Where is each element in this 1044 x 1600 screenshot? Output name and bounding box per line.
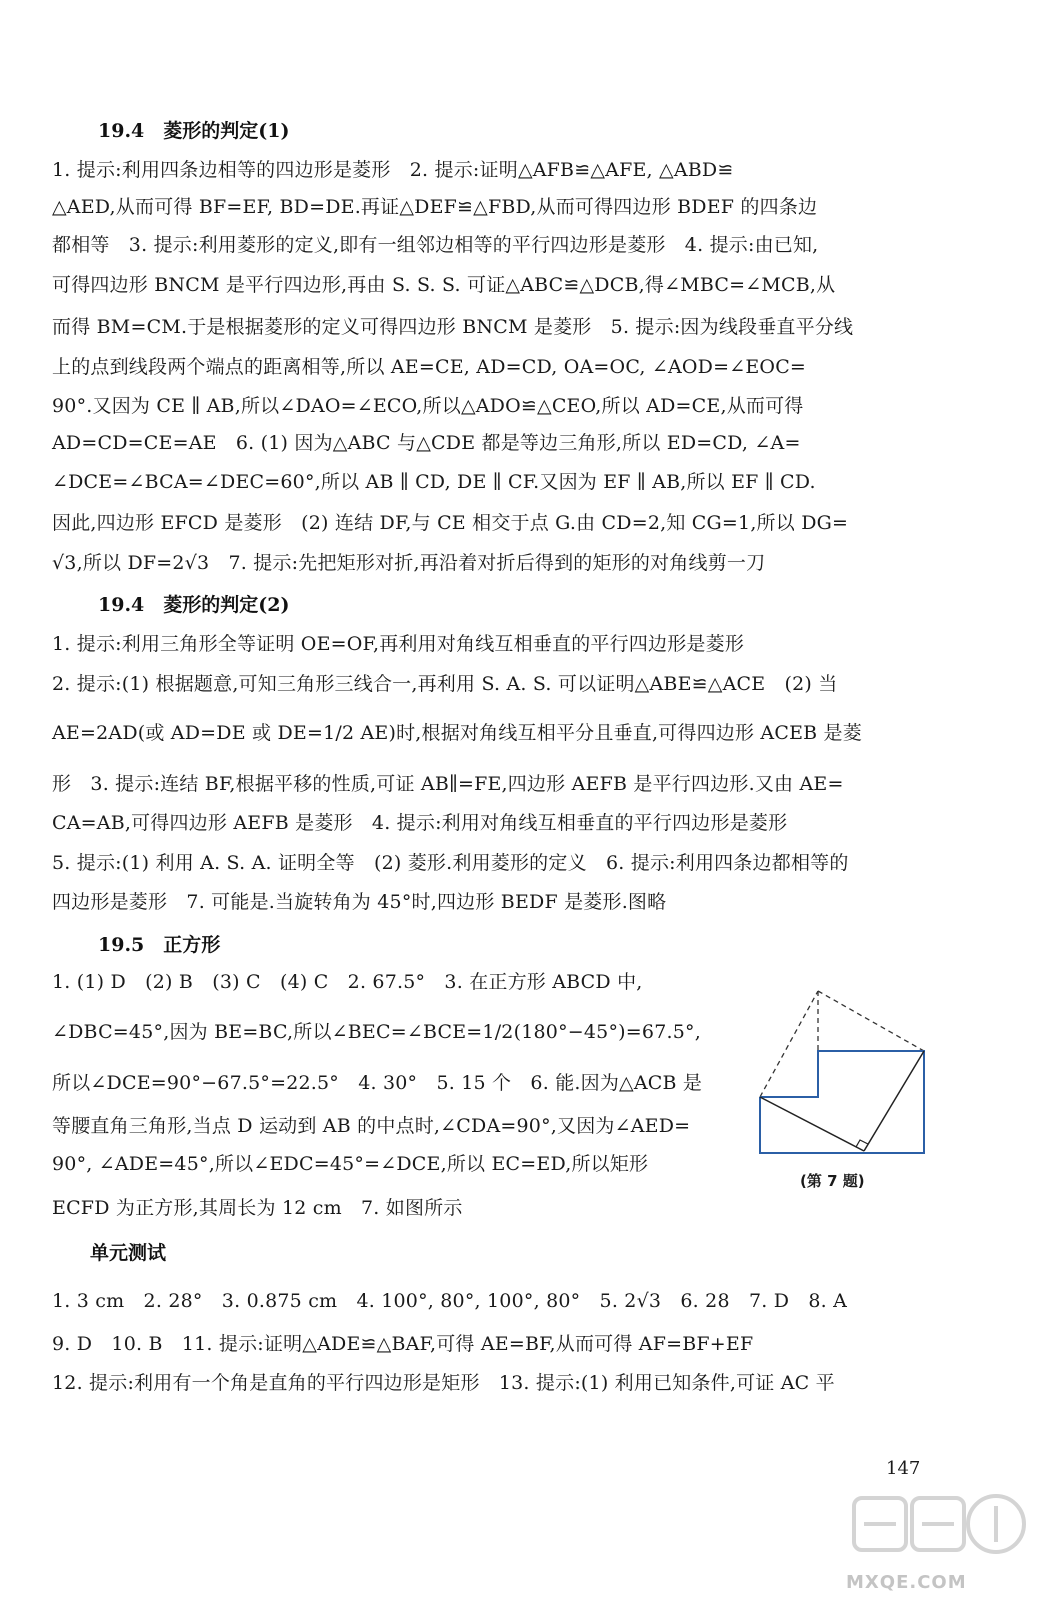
text-line: 1. 提示:利用四条边相等的四边形是菱形 2. 提示:证明△AFB≌△AFE, △ABD≌ — [52, 159, 734, 181]
cut-line-1 — [760, 1097, 864, 1151]
text-line: 90°, ∠ADE=45°,所以∠EDC=45°=∠DCE,所以 EC=ED,所以矩形 — [52, 1153, 649, 1175]
text-line: AD=CD=CE=AE 6. (1) 因为△ABC 与△CDE 都是等边三角形,所以 ED=CD, ∠A= — [52, 432, 801, 454]
text-line: 因此,四边形 EFCD 是菱形 (2) 连结 DF,与 CE 相交于点 G.由 CD=2,知 CG=1,所以 DG= — [52, 512, 849, 534]
text-line: 所以∠DCE=90°−67.5°=22.5° 4. 30° 5. 15 个 6. 能.因为△ACB 是 — [52, 1072, 703, 1094]
text-line: 上的点到线段两个端点的距离相等,所以 AE=CE, AD=CD, OA=OC, ∠AOD=∠EOC= — [52, 356, 807, 378]
section-heading-1: 19.4 菱形的判定(1) — [98, 120, 290, 142]
text-line: ∠DCE=∠BCA=∠DEC=60°,所以 AB ∥ CD, DE ∥ CF.又因为 EF ∥ AB,所以 EF ∥ CD. — [52, 471, 816, 493]
text-line: △AED,从而可得 BF=EF, BD=DE.再证△DEF≌△FBD,从而可得四边形 BDEF 的四条边 — [52, 196, 818, 218]
text-line: 都相等 3. 提示:利用菱形的定义,即有一组邻边相等的平行四边形是菱形 4. 提示:由已知, — [52, 234, 819, 256]
text-line: √3,所以 DF=2√3 7. 提示:先把矩形对折,再沿着对折后得到的矩形的对角线剪一刀 — [52, 552, 766, 574]
dashed-edge-left — [760, 991, 818, 1097]
outline-shape — [760, 1051, 924, 1153]
text-line: AE=2AD(或 AD=DE 或 DE=1/2 AE)时,根据对角线互相平分且垂直,可得四边形 ACEB 是菱 — [52, 722, 862, 744]
square-cutting-figure — [752, 985, 938, 1193]
page-number: 147 — [886, 1458, 921, 1479]
text-line: ECFD 为正方形,其周长为 12 cm 7. 如图所示 — [52, 1197, 463, 1219]
text-line: 12. 提示:利用有一个角是直角的平行四边形是矩形 13. 提示:(1) 利用已知条件,可证 AC 平 — [52, 1372, 835, 1394]
text-line: ∠DBC=45°,因为 BE=BC,所以∠BEC=∠BCE=1/2(180°−45°)=67.5°, — [52, 1021, 701, 1043]
text-line: CA=AB,可得四边形 AEFB 是菱形 4. 提示:利用对角线互相垂直的平行四边形是菱形 — [52, 812, 788, 834]
section-heading-4: 单元测试 — [90, 1242, 167, 1264]
text-line: 1. (1) D (2) B (3) C (4) C 2. 67.5° 3. 在正方形 ABCD 中, — [52, 971, 643, 993]
text-line: 而得 BM=CM.于是根据菱形的定义可得四边形 BNCM 是菱形 5. 提示:因为线段垂直平分线 — [52, 316, 854, 338]
text-line: 9. D 10. B 11. 提示:证明△ADE≌△BAF,可得 AE=BF,从而可得 AF=BF+EF — [52, 1333, 754, 1355]
watermark-text: MXQE.COM — [846, 1572, 967, 1593]
section-heading-2: 19.4 菱形的判定(2) — [98, 594, 290, 616]
section-heading-3: 19.5 正方形 — [98, 934, 221, 956]
text-line: 1. 提示:利用三角形全等证明 OE=OF,再利用对角线互相垂直的平行四边形是菱形 — [52, 633, 745, 655]
text-line: 90°.又因为 CE ∥ AB,所以∠DAO=∠ECO,所以△ADO≌△CEO,所以 AD=CE,从而可得 — [52, 395, 804, 417]
text-line: 1. 3 cm 2. 28° 3. 0.875 cm 4. 100°, 80°, 100°, 80° 5. 2√3 6. 28 7. D 8. A — [52, 1290, 848, 1312]
text-line: 四边形是菱形 7. 可能是.当旋转角为 45°时,四边形 BEDF 是菱形.图略 — [52, 891, 667, 913]
text-line: 2. 提示:(1) 根据题意,可知三角形三线合一,再利用 S. A. S. 可以证明△ABE≌△ACE (2) 当 — [52, 673, 838, 695]
text-line: 可得四边形 BNCM 是平行四边形,再由 S. S. S. 可证△ABC≌△DCB,得∠MBC=∠MCB,从 — [52, 274, 836, 296]
dashed-edge-right — [818, 991, 924, 1051]
cut-line-2 — [864, 1051, 924, 1151]
text-line: 形 3. 提示:连结 BF,根据平移的性质,可证 AB∥=FE,四边形 AEFB 是平行四边形.又由 AE= — [52, 773, 844, 795]
text-line: 5. 提示:(1) 利用 A. S. A. 证明全等 (2) 菱形.利用菱形的定义 6. 提示:利用四条边都相等的 — [52, 852, 849, 874]
figure-caption: (第 7 题) — [800, 1172, 865, 1190]
text-line: 等腰直角三角形,当点 D 运动到 AB 的中点时,∠CDA=90°,又因为∠AED= — [52, 1115, 691, 1137]
